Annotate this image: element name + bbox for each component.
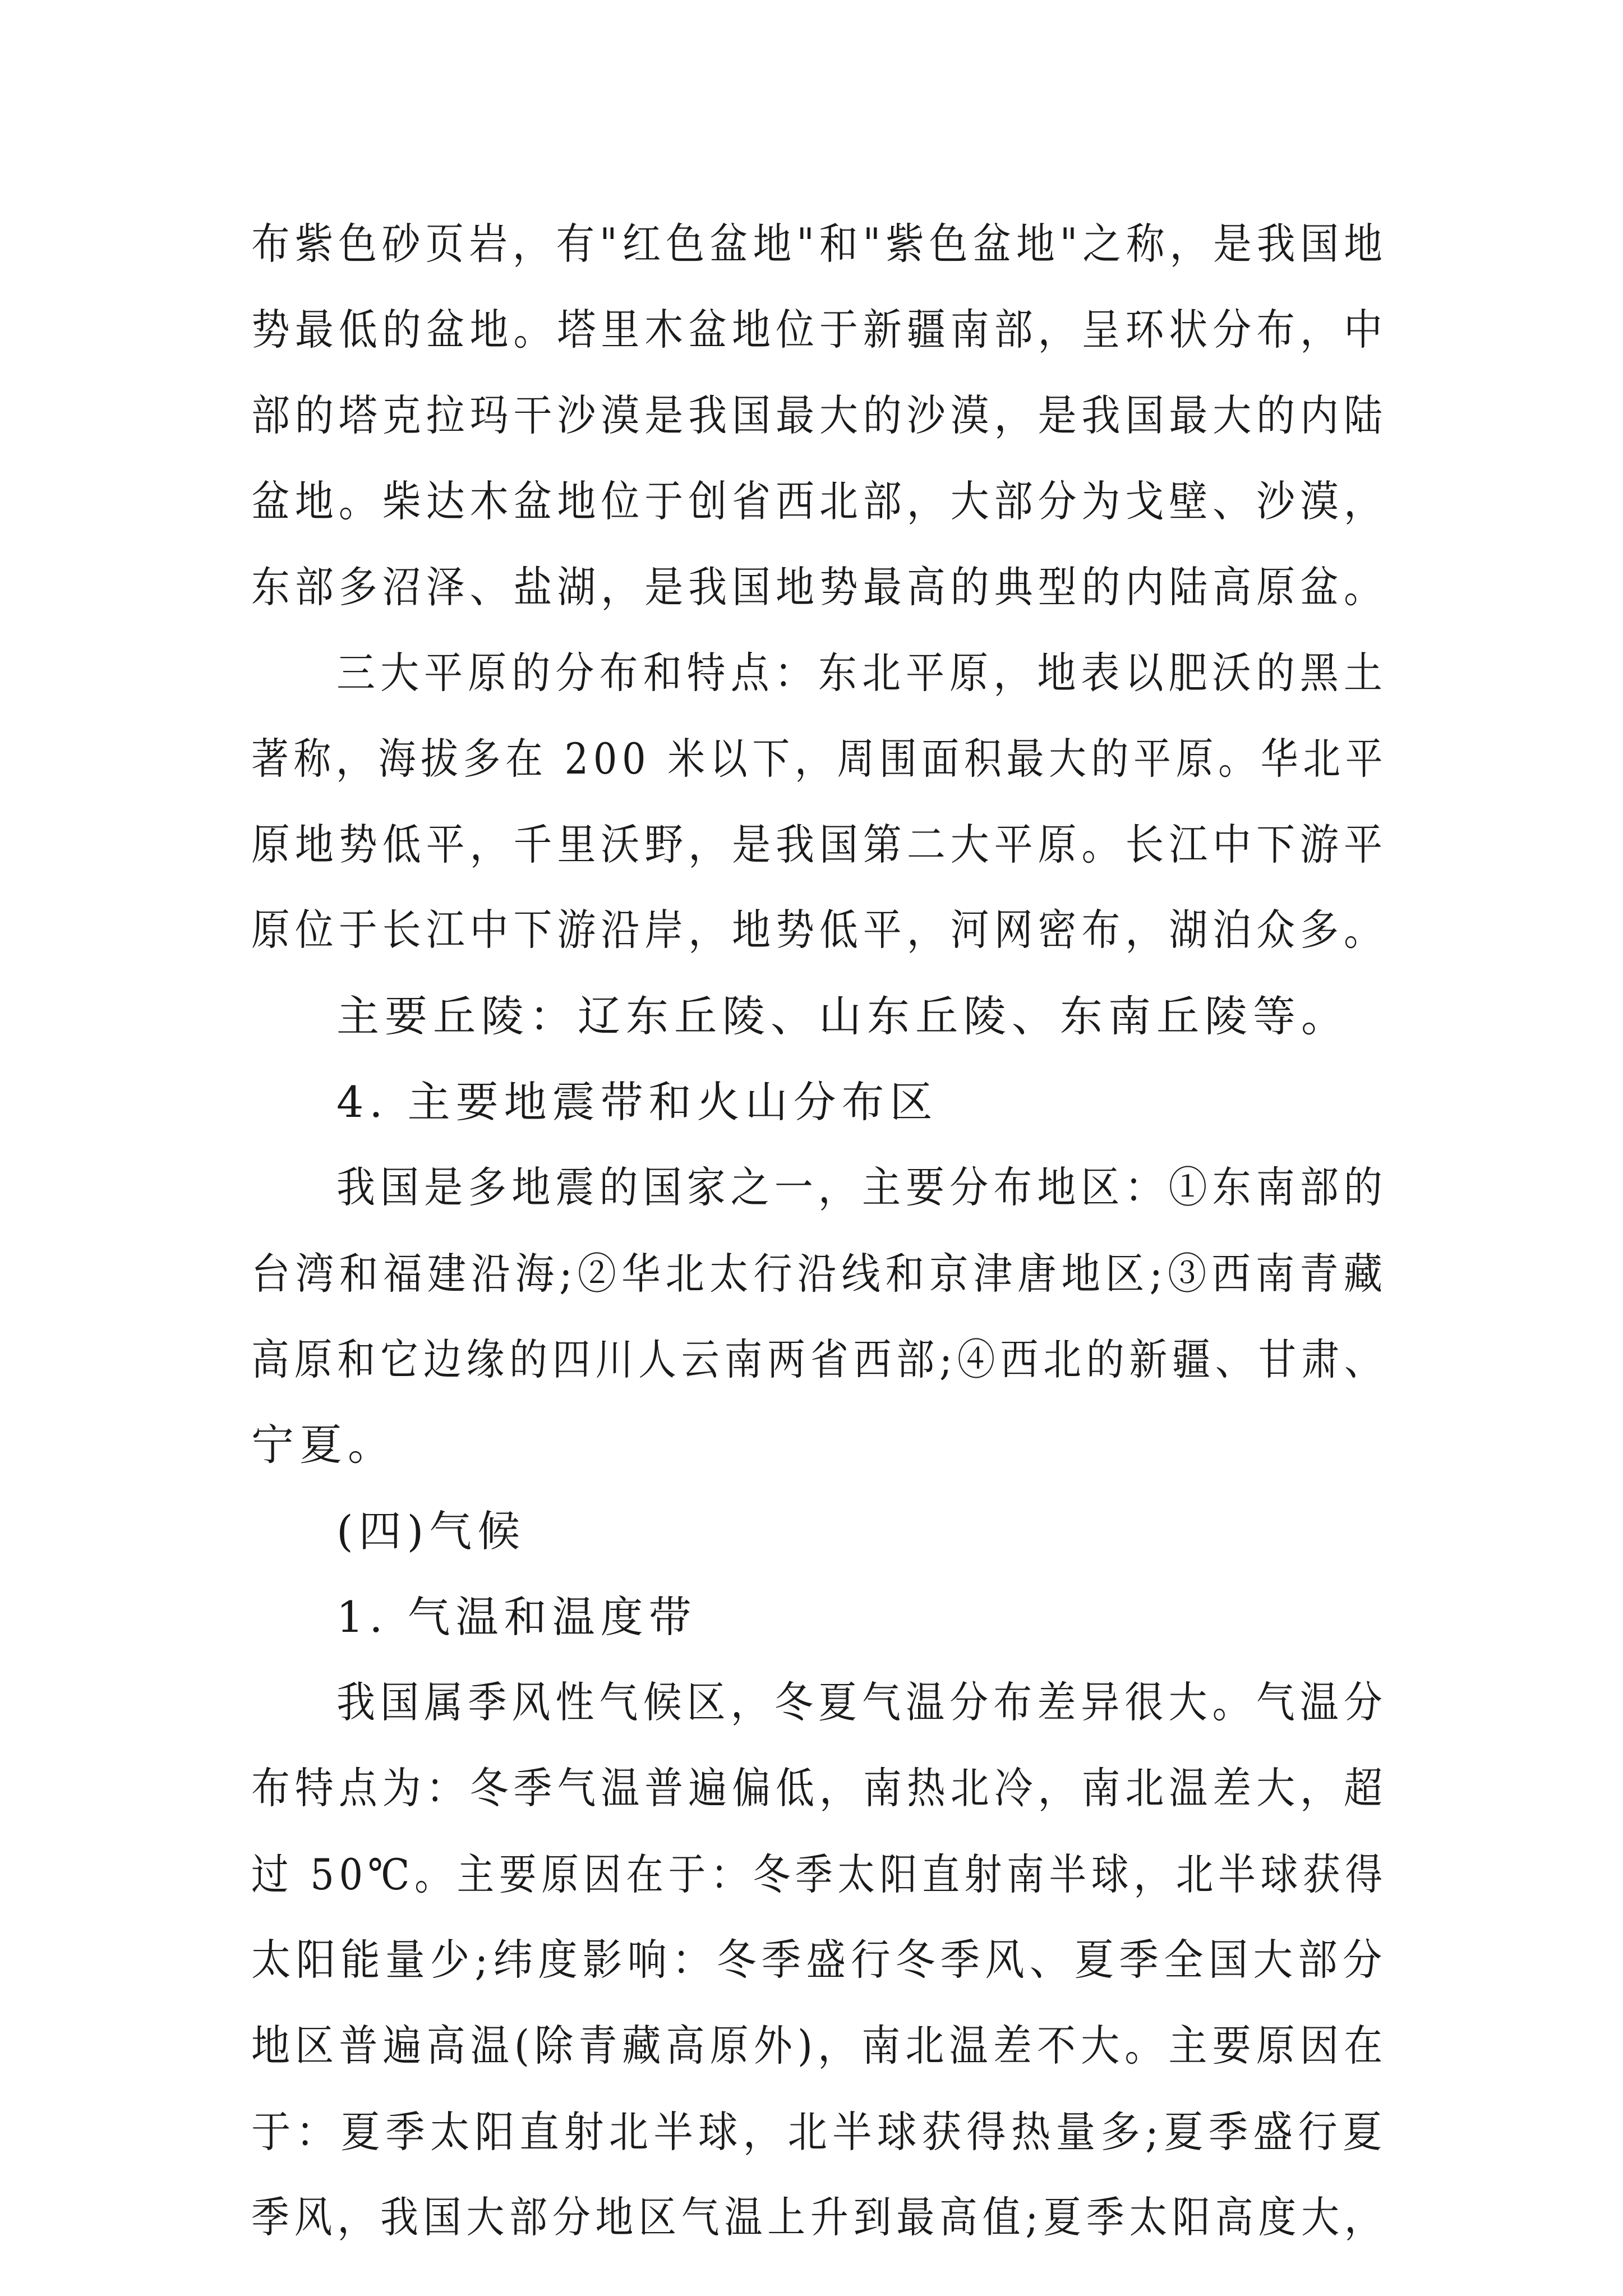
text-line: 高原和它边缘的四川人云南两省西部;④西北的新疆、甘肃、 [251, 1334, 1387, 1384]
text-line: 原地势低平，千里沃野，是我国第二大平原。长江中下游平 [251, 820, 1387, 870]
text-line: 地区普遍高温(除青藏高原外)，南北温差不大。主要原因在 [251, 2021, 1388, 2071]
text-line: 布紫色砂页岩，有"红色盆地"和"紫色盆地"之称，是我国地 [251, 219, 1387, 269]
text-line: 著称，海拔多在 200 米以下，周围面积最大的平原。华北平 [251, 733, 1388, 784]
paragraph-first-line: 我国属季风性气候区，冬夏气温分布差异很大。气温分 [336, 1677, 1387, 1728]
text-line: 于：夏季太阳直射北半球，北半球获得热量多;夏季盛行夏 [251, 2106, 1387, 2157]
text-line: 过 50℃。主要原因在于：冬季太阳直射南半球，北半球获得 [251, 1849, 1387, 1899]
text-line: 东部多沼泽、盐湖，是我国地势最高的典型的内陆高原盆。 [251, 562, 1387, 613]
paragraph-first-line: 三大平原的分布和特点：东北平原，地表以肥沃的黑土 [336, 647, 1387, 698]
paragraph-first-line: 我国是多地震的国家之一，主要分布地区：①东南部的 [336, 1162, 1387, 1213]
text-line: 原位于长江中下游沿岸，地势低平，河网密布，湖泊众多。 [251, 905, 1387, 955]
text-line: 部的塔克拉玛干沙漠是我国最大的沙漠，是我国最大的内陆 [251, 390, 1387, 440]
text-line: 宁夏。 [251, 1420, 396, 1470]
text-line: 季风，我国大部分地区气温上升到最高值;夏季太阳高度大， [251, 2192, 1387, 2242]
text-line: 布特点为：冬季气温普遍偏低，南热北冷，南北温差大，超 [251, 1763, 1387, 1814]
paragraph-first-line: 主要丘陵：辽东丘陵、山东丘陵、东南丘陵等。 [336, 991, 1349, 1041]
section-heading: 1. 气温和温度带 [336, 1591, 697, 1642]
section-heading: (四)气候 [336, 1506, 526, 1556]
text-line: 太阳能量少;纬度影响：冬季盛行冬季风、夏季全国大部分 [251, 1935, 1387, 1985]
text-line: 势最低的盆地。塔里木盆地位于新疆南部，呈环状分布，中 [251, 305, 1387, 355]
section-heading: 4. 主要地震带和火山分布区 [336, 1076, 938, 1127]
text-line: 盆地。柴达木盆地位于创省西北部，大部分为戈壁、沙漠， [251, 476, 1387, 526]
text-line: 台湾和福建沿海;②华北太行沿线和京津唐地区;③西南青藏 [251, 1248, 1388, 1299]
